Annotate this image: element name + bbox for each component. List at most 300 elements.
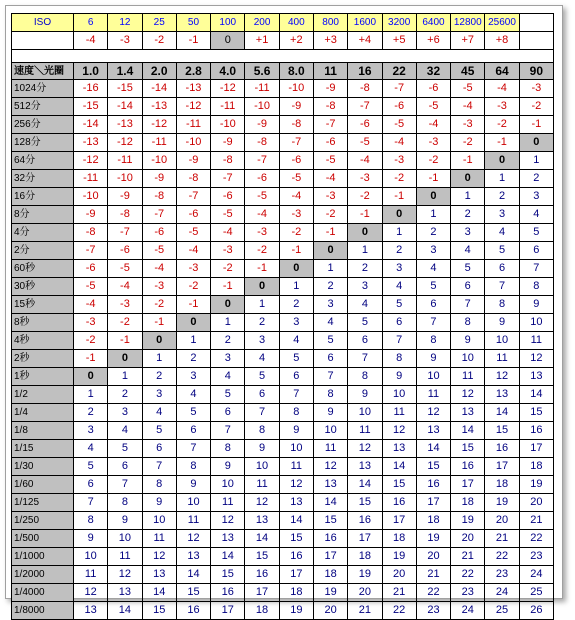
ev-cell[interactable]: 3	[211, 350, 245, 368]
ev-cell[interactable]: 9	[245, 440, 279, 458]
iso-offset[interactable]: -2	[142, 32, 176, 50]
iso-offset[interactable]: -1	[176, 32, 210, 50]
ev-cell[interactable]: 9	[485, 314, 519, 332]
ev-cell[interactable]: -4	[108, 278, 142, 296]
aperture-header[interactable]: 11	[313, 63, 347, 80]
ev-cell[interactable]: 6	[279, 368, 313, 386]
ev-cell[interactable]: 11	[142, 530, 176, 548]
ev-cell[interactable]: -7	[382, 80, 416, 98]
ev-cell[interactable]: 11	[451, 368, 485, 386]
ev-cell[interactable]: 13	[74, 602, 108, 620]
ev-cell[interactable]: -6	[211, 188, 245, 206]
ev-cell[interactable]: -6	[245, 170, 279, 188]
ev-cell[interactable]: -4	[211, 224, 245, 242]
ev-cell[interactable]: 16	[211, 584, 245, 602]
ev-cell[interactable]: 7	[211, 422, 245, 440]
ev-cell[interactable]: 19	[416, 530, 450, 548]
ev-cell[interactable]: -8	[313, 98, 347, 116]
ev-cell[interactable]: -10	[176, 134, 210, 152]
aperture-header[interactable]: 32	[416, 63, 450, 80]
ev-cell[interactable]: -14	[108, 98, 142, 116]
ev-cell[interactable]: -7	[313, 116, 347, 134]
ev-cell[interactable]: 20	[451, 530, 485, 548]
ev-cell[interactable]: 4	[519, 206, 553, 224]
ev-cell[interactable]: 4	[416, 260, 450, 278]
ev-cell[interactable]: 22	[416, 584, 450, 602]
ev-cell[interactable]: 11	[348, 422, 382, 440]
ev-cell[interactable]: 11	[279, 458, 313, 476]
ev-cell[interactable]: 5	[485, 242, 519, 260]
ev-cell[interactable]: -6	[382, 98, 416, 116]
ev-cell[interactable]: 21	[519, 512, 553, 530]
ev-cell[interactable]: 23	[519, 548, 553, 566]
ev-cell[interactable]: 7	[108, 476, 142, 494]
aperture-header[interactable]: 45	[451, 63, 485, 80]
ev-cell[interactable]: 4	[74, 440, 108, 458]
ev-cell[interactable]: 9	[313, 404, 347, 422]
ev-cell[interactable]: 8	[245, 422, 279, 440]
ev-cell[interactable]: -6	[142, 224, 176, 242]
ev-cell[interactable]: 5	[211, 386, 245, 404]
ev-cell[interactable]: 2	[211, 332, 245, 350]
ev-cell[interactable]: 18	[485, 476, 519, 494]
ev-cell[interactable]: 13	[348, 458, 382, 476]
iso-value[interactable]: 12800	[451, 14, 485, 32]
ev-cell[interactable]: 4	[485, 224, 519, 242]
ev-cell[interactable]: 14	[108, 602, 142, 620]
shutter-speed-label[interactable]: 1024分	[12, 80, 74, 98]
ev-cell[interactable]: -12	[108, 134, 142, 152]
ev-cell[interactable]: -1	[313, 224, 347, 242]
ev-cell[interactable]: -2	[176, 278, 210, 296]
ev-cell[interactable]: 12	[211, 512, 245, 530]
aperture-header[interactable]: 2.0	[142, 63, 176, 80]
ev-cell[interactable]: 19	[519, 476, 553, 494]
ev-cell[interactable]: 17	[245, 584, 279, 602]
ev-cell[interactable]: 10	[74, 548, 108, 566]
ev-cell[interactable]: 9	[519, 296, 553, 314]
ev-cell[interactable]: 13	[211, 530, 245, 548]
ev-cell[interactable]: -14	[74, 116, 108, 134]
ev-cell[interactable]: 4	[348, 296, 382, 314]
ev-cell[interactable]: 8	[313, 386, 347, 404]
ev-cell[interactable]: 10	[485, 332, 519, 350]
ev-cell[interactable]: -3	[416, 134, 450, 152]
ev-cell[interactable]: 5	[519, 224, 553, 242]
shutter-speed-label[interactable]: 8秒	[12, 314, 74, 332]
ev-cell[interactable]: -13	[142, 98, 176, 116]
ev-cell[interactable]: 3	[108, 404, 142, 422]
ev-cell[interactable]: -1	[519, 116, 553, 134]
ev-cell[interactable]: -2	[519, 98, 553, 116]
iso-value[interactable]: 12	[108, 14, 142, 32]
ev-cell[interactable]: -3	[382, 152, 416, 170]
ev-cell[interactable]: -7	[348, 98, 382, 116]
ev-cell[interactable]: -6	[74, 260, 108, 278]
ev-cell[interactable]: 4	[245, 350, 279, 368]
ev-cell[interactable]: 14	[142, 584, 176, 602]
ev-cell[interactable]: 3	[74, 422, 108, 440]
ev-cell[interactable]: 2	[348, 260, 382, 278]
ev-cell[interactable]: 12	[313, 458, 347, 476]
ev-cell[interactable]: -8	[279, 116, 313, 134]
ev-cell[interactable]: 14	[211, 548, 245, 566]
ev-cell[interactable]: 18	[451, 494, 485, 512]
ev-cell[interactable]: 12	[451, 386, 485, 404]
ev-cell[interactable]: 5	[74, 458, 108, 476]
ev-cell[interactable]: 5	[382, 296, 416, 314]
ev-cell[interactable]: 9	[108, 512, 142, 530]
ev-zero-cell[interactable]: 0	[451, 170, 485, 188]
ev-cell[interactable]: -9	[108, 188, 142, 206]
ev-cell[interactable]: 9	[451, 332, 485, 350]
ev-cell[interactable]: -7	[211, 170, 245, 188]
ev-cell[interactable]: 13	[245, 512, 279, 530]
shutter-speed-label[interactable]: 128分	[12, 134, 74, 152]
iso-offset[interactable]: +4	[348, 32, 382, 50]
ev-cell[interactable]: 2	[451, 206, 485, 224]
ev-cell[interactable]: -3	[485, 98, 519, 116]
ev-cell[interactable]: -9	[211, 134, 245, 152]
aperture-header[interactable]: 1.0	[74, 63, 108, 80]
shutter-speed-label[interactable]: 1/1000	[12, 548, 74, 566]
ev-cell[interactable]: -5	[142, 242, 176, 260]
ev-cell[interactable]: -11	[74, 170, 108, 188]
ev-cell[interactable]: -14	[142, 80, 176, 98]
ev-cell[interactable]: 13	[519, 368, 553, 386]
ev-cell[interactable]: 22	[451, 566, 485, 584]
iso-value[interactable]: 25	[142, 14, 176, 32]
ev-cell[interactable]: 2	[74, 404, 108, 422]
ev-cell[interactable]: -1	[382, 188, 416, 206]
ev-cell[interactable]: -3	[519, 80, 553, 98]
ev-cell[interactable]: -10	[245, 98, 279, 116]
shutter-speed-label[interactable]: 32分	[12, 170, 74, 188]
ev-cell[interactable]: -12	[211, 80, 245, 98]
ev-cell[interactable]: -9	[176, 152, 210, 170]
ev-cell[interactable]: -2	[416, 152, 450, 170]
ev-cell[interactable]: 12	[519, 350, 553, 368]
iso-offset-zero[interactable]: 0	[211, 32, 245, 50]
ev-cell[interactable]: 1	[108, 368, 142, 386]
ev-cell[interactable]: -8	[245, 134, 279, 152]
ev-cell[interactable]: 1	[485, 170, 519, 188]
aperture-header[interactable]: 90	[519, 63, 553, 80]
ev-cell[interactable]: -5	[382, 116, 416, 134]
ev-cell[interactable]: 15	[519, 404, 553, 422]
ev-cell[interactable]: 5	[279, 350, 313, 368]
ev-cell[interactable]: 10	[108, 530, 142, 548]
iso-offset[interactable]: +7	[451, 32, 485, 50]
ev-cell[interactable]: 6	[382, 314, 416, 332]
ev-cell[interactable]: 6	[211, 404, 245, 422]
ev-cell[interactable]: -12	[142, 116, 176, 134]
ev-cell[interactable]: 3	[416, 242, 450, 260]
ev-cell[interactable]: -1	[245, 260, 279, 278]
ev-cell[interactable]: 8	[211, 440, 245, 458]
ev-cell[interactable]: 24	[519, 566, 553, 584]
ev-cell[interactable]: 6	[348, 332, 382, 350]
ev-cell[interactable]: 17	[451, 476, 485, 494]
ev-cell[interactable]: -1	[451, 152, 485, 170]
ev-cell[interactable]: -15	[74, 98, 108, 116]
ev-cell[interactable]: -11	[108, 152, 142, 170]
ev-cell[interactable]: 15	[245, 548, 279, 566]
ev-cell[interactable]: 4	[451, 242, 485, 260]
ev-cell[interactable]: 9	[74, 530, 108, 548]
iso-offset[interactable]: +5	[382, 32, 416, 50]
ev-cell[interactable]: 3	[313, 296, 347, 314]
ev-cell[interactable]: 9	[211, 458, 245, 476]
ev-cell[interactable]: -11	[176, 116, 210, 134]
ev-cell[interactable]: 1	[313, 260, 347, 278]
iso-value[interactable]: 100	[211, 14, 245, 32]
ev-cell[interactable]: 4	[108, 422, 142, 440]
ev-cell[interactable]: 20	[519, 494, 553, 512]
ev-cell[interactable]: 14	[348, 476, 382, 494]
ev-cell[interactable]: 10	[313, 422, 347, 440]
ev-cell[interactable]: 6	[74, 476, 108, 494]
ev-cell[interactable]: 3	[485, 206, 519, 224]
ev-cell[interactable]: 23	[451, 584, 485, 602]
ev-cell[interactable]: 10	[451, 350, 485, 368]
ev-cell[interactable]: 7	[313, 368, 347, 386]
ev-cell[interactable]: 17	[211, 602, 245, 620]
ev-cell[interactable]: -1	[279, 242, 313, 260]
ev-zero-cell[interactable]: 0	[74, 368, 108, 386]
ev-cell[interactable]: 13	[279, 494, 313, 512]
ev-cell[interactable]: 7	[485, 278, 519, 296]
ev-cell[interactable]: 2	[519, 170, 553, 188]
ev-cell[interactable]: 18	[348, 548, 382, 566]
aperture-header[interactable]: 22	[382, 63, 416, 80]
ev-cell[interactable]: 22	[485, 548, 519, 566]
ev-cell[interactable]: -10	[279, 80, 313, 98]
ev-cell[interactable]: 4	[382, 278, 416, 296]
ev-cell[interactable]: 1	[382, 224, 416, 242]
ev-cell[interactable]: -6	[416, 80, 450, 98]
shutter-speed-label[interactable]: 1/60	[12, 476, 74, 494]
ev-cell[interactable]: -5	[108, 260, 142, 278]
ev-cell[interactable]: 21	[451, 548, 485, 566]
ev-cell[interactable]: 20	[382, 566, 416, 584]
ev-cell[interactable]: 18	[519, 458, 553, 476]
ev-cell[interactable]: 16	[245, 566, 279, 584]
ev-cell[interactable]: -12	[176, 98, 210, 116]
ev-cell[interactable]: -2	[313, 206, 347, 224]
ev-cell[interactable]: 2	[142, 368, 176, 386]
ev-cell[interactable]: 9	[382, 368, 416, 386]
ev-cell[interactable]: -9	[142, 170, 176, 188]
shutter-speed-label[interactable]: 1/4000	[12, 584, 74, 602]
ev-cell[interactable]: 25	[519, 584, 553, 602]
ev-cell[interactable]: 16	[176, 602, 210, 620]
ev-zero-cell[interactable]: 0	[245, 278, 279, 296]
ev-cell[interactable]: -1	[416, 170, 450, 188]
ev-cell[interactable]: 7	[142, 458, 176, 476]
ev-cell[interactable]: -2	[485, 116, 519, 134]
ev-cell[interactable]: -10	[108, 170, 142, 188]
ev-cell[interactable]: 5	[451, 260, 485, 278]
iso-value[interactable]: 400	[279, 14, 313, 32]
iso-offset[interactable]: +3	[313, 32, 347, 50]
ev-cell[interactable]: 3	[348, 278, 382, 296]
ev-cell[interactable]: 3	[451, 224, 485, 242]
ev-cell[interactable]: 5	[108, 440, 142, 458]
ev-cell[interactable]: -3	[211, 242, 245, 260]
ev-cell[interactable]: 17	[279, 566, 313, 584]
ev-cell[interactable]: 8	[176, 458, 210, 476]
ev-cell[interactable]: 10	[519, 314, 553, 332]
ev-cell[interactable]: 3	[176, 368, 210, 386]
ev-cell[interactable]: -2	[74, 332, 108, 350]
shutter-speed-label[interactable]: 4分	[12, 224, 74, 242]
ev-cell[interactable]: 9	[416, 350, 450, 368]
ev-cell[interactable]: 1	[176, 332, 210, 350]
ev-cell[interactable]: 10	[176, 494, 210, 512]
ev-cell[interactable]: -16	[74, 80, 108, 98]
ev-cell[interactable]: 14	[279, 512, 313, 530]
shutter-speed-label[interactable]: 1/125	[12, 494, 74, 512]
ev-cell[interactable]: 8	[451, 314, 485, 332]
iso-offset[interactable]: +8	[485, 32, 519, 50]
ev-cell[interactable]: 18	[382, 530, 416, 548]
ev-cell[interactable]: 2	[485, 188, 519, 206]
ev-cell[interactable]: -5	[279, 170, 313, 188]
ev-cell[interactable]: -13	[108, 116, 142, 134]
ev-cell[interactable]: 7	[451, 296, 485, 314]
ev-cell[interactable]: 22	[519, 530, 553, 548]
ev-cell[interactable]: -4	[74, 296, 108, 314]
empty-cell[interactable]	[519, 14, 553, 32]
ev-cell[interactable]: 7	[416, 314, 450, 332]
iso-offset[interactable]: -4	[74, 32, 108, 50]
ev-cell[interactable]: 4	[176, 386, 210, 404]
ev-cell[interactable]: -7	[142, 206, 176, 224]
shutter-speed-label[interactable]: 1/250	[12, 512, 74, 530]
ev-zero-cell[interactable]: 0	[108, 350, 142, 368]
ev-cell[interactable]: -6	[348, 116, 382, 134]
shutter-speed-label[interactable]: 1/15	[12, 440, 74, 458]
shutter-speed-label[interactable]: 1/500	[12, 530, 74, 548]
ev-cell[interactable]: 6	[176, 422, 210, 440]
ev-cell[interactable]: 12	[176, 530, 210, 548]
ev-cell[interactable]: -8	[142, 188, 176, 206]
ev-cell[interactable]: 12	[416, 404, 450, 422]
shutter-speed-label[interactable]: 60秒	[12, 260, 74, 278]
aperture-header[interactable]: 1.4	[108, 63, 142, 80]
ev-cell[interactable]: 15	[142, 602, 176, 620]
ev-cell[interactable]: 20	[485, 512, 519, 530]
ev-cell[interactable]: 8	[279, 404, 313, 422]
ev-zero-cell[interactable]: 0	[142, 332, 176, 350]
ev-cell[interactable]: -2	[211, 260, 245, 278]
ev-cell[interactable]: -9	[245, 116, 279, 134]
aperture-header[interactable]: 16	[348, 63, 382, 80]
ev-cell[interactable]: 12	[142, 548, 176, 566]
ev-cell[interactable]: -10	[211, 116, 245, 134]
ev-cell[interactable]: 15	[451, 440, 485, 458]
aperture-header[interactable]: 64	[485, 63, 519, 80]
ev-cell[interactable]: -6	[279, 152, 313, 170]
ev-cell[interactable]: 8	[348, 368, 382, 386]
ev-cell[interactable]: 5	[176, 404, 210, 422]
ev-cell[interactable]: 7	[176, 440, 210, 458]
ev-cell[interactable]: 12	[279, 476, 313, 494]
shutter-speed-label[interactable]: 8分	[12, 206, 74, 224]
ev-cell[interactable]: 21	[416, 566, 450, 584]
ev-cell[interactable]: -15	[108, 80, 142, 98]
ev-cell[interactable]: 6	[245, 386, 279, 404]
ev-cell[interactable]: -5	[313, 152, 347, 170]
ev-cell[interactable]: 7	[245, 404, 279, 422]
shutter-speed-label[interactable]: 1/2	[12, 386, 74, 404]
ev-cell[interactable]: -3	[176, 260, 210, 278]
ev-cell[interactable]: 5	[142, 422, 176, 440]
ev-cell[interactable]: -4	[485, 80, 519, 98]
ev-cell[interactable]: 25	[485, 602, 519, 620]
iso-label[interactable]: ISO	[12, 14, 74, 32]
ev-cell[interactable]: 14	[519, 386, 553, 404]
ev-cell[interactable]: -8	[176, 170, 210, 188]
ev-cell[interactable]: -7	[108, 224, 142, 242]
ev-cell[interactable]: 16	[279, 548, 313, 566]
ev-cell[interactable]: 11	[74, 566, 108, 584]
ev-zero-cell[interactable]: 0	[416, 188, 450, 206]
ev-cell[interactable]: 13	[313, 476, 347, 494]
ev-cell[interactable]: 5	[313, 332, 347, 350]
ev-cell[interactable]: 2	[176, 350, 210, 368]
shutter-speed-label[interactable]: 4秒	[12, 332, 74, 350]
ev-cell[interactable]: 15	[485, 422, 519, 440]
ev-cell[interactable]: 19	[382, 548, 416, 566]
ev-cell[interactable]: 17	[416, 494, 450, 512]
ev-cell[interactable]: 8	[108, 494, 142, 512]
ev-cell[interactable]: 17	[313, 548, 347, 566]
ev-cell[interactable]: 10	[279, 440, 313, 458]
ev-cell[interactable]: 12	[485, 368, 519, 386]
ev-cell[interactable]: 15	[313, 512, 347, 530]
iso-offset[interactable]: +1	[245, 32, 279, 50]
ev-cell[interactable]: -3	[313, 188, 347, 206]
ev-cell[interactable]: 11	[382, 404, 416, 422]
ev-cell[interactable]: 23	[485, 566, 519, 584]
ev-cell[interactable]: 11	[108, 548, 142, 566]
aperture-header[interactable]: 5.6	[245, 63, 279, 80]
ev-cell[interactable]: -3	[108, 296, 142, 314]
ev-cell[interactable]: 2	[382, 242, 416, 260]
ev-cell[interactable]: 3	[382, 260, 416, 278]
ev-cell[interactable]: 6	[451, 278, 485, 296]
ev-zero-cell[interactable]: 0	[313, 242, 347, 260]
ev-zero-cell[interactable]: 0	[211, 296, 245, 314]
ev-cell[interactable]: -6	[176, 206, 210, 224]
ev-cell[interactable]: 20	[416, 548, 450, 566]
ev-cell[interactable]: 15	[348, 494, 382, 512]
ev-cell[interactable]: 19	[313, 584, 347, 602]
ev-cell[interactable]: 24	[451, 602, 485, 620]
ev-cell[interactable]: -8	[211, 152, 245, 170]
ev-cell[interactable]: 18	[279, 584, 313, 602]
ev-cell[interactable]: -1	[74, 350, 108, 368]
ev-cell[interactable]: 16	[451, 458, 485, 476]
shutter-speed-label[interactable]: 1/8	[12, 422, 74, 440]
ev-cell[interactable]: 9	[348, 386, 382, 404]
empty-cell[interactable]	[519, 32, 553, 50]
ev-cell[interactable]: 8	[382, 350, 416, 368]
ev-cell[interactable]: 11	[245, 476, 279, 494]
ev-cell[interactable]: 13	[142, 566, 176, 584]
